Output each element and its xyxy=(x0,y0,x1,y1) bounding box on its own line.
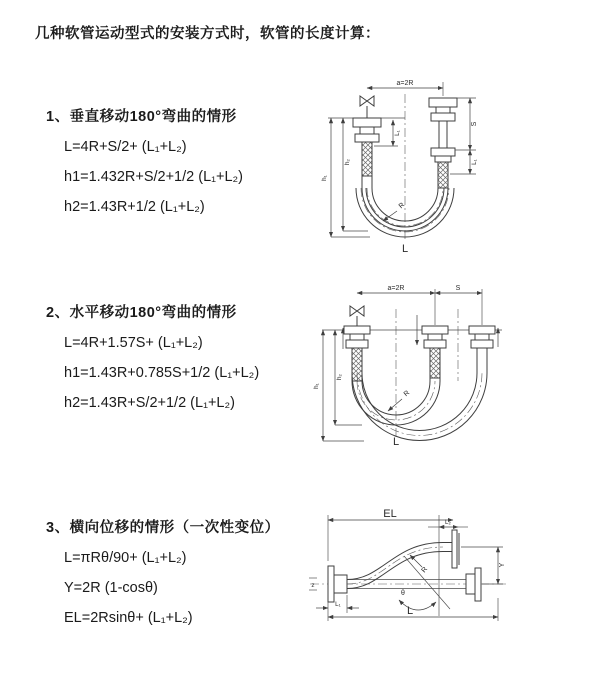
formula-line: h2=1.43R+1/2 (L₁+L₂) xyxy=(64,199,205,215)
braided-hose-section xyxy=(362,142,372,176)
formula-line: L=πRθ/90+ (L₁+L₂) xyxy=(64,550,187,566)
page-title: 几种软管运动型式的安装方式时，软管的长度计算： xyxy=(35,26,380,42)
radius-label: R xyxy=(402,389,412,399)
formula-line: h2=1.43R+S/2+1/2 (L₁+L₂) xyxy=(64,395,235,411)
radius-callout xyxy=(388,390,411,411)
dimension-s xyxy=(455,98,478,150)
radius-callout xyxy=(404,555,450,609)
dim-l2-label: L₂ xyxy=(445,519,451,526)
length-label: L xyxy=(406,605,414,617)
dim-s-label: S xyxy=(455,285,461,292)
dim-a2r-label: a=2R xyxy=(387,285,405,292)
left-hose-fitting xyxy=(344,326,370,348)
section-3-number: 3、 xyxy=(46,520,70,536)
displaced-pipe xyxy=(477,348,487,373)
dim-h-outer-label: h₁ xyxy=(313,383,320,389)
formula-line: Y=2R (1-cosθ) xyxy=(64,580,158,596)
length-label: L xyxy=(401,243,409,255)
section-1-title: 垂直移动180°弯曲的情形 xyxy=(69,109,237,125)
dim-l1-label: L₁ xyxy=(335,601,341,608)
dim-h-outer-label: h₁ xyxy=(321,175,328,181)
dim-h-inner-label: h₂ xyxy=(344,159,351,165)
formula-line: h1=1.432R+S/2+1/2 (L₁+L₂) xyxy=(64,169,244,185)
angle-theta xyxy=(399,590,436,610)
dim-el-label: EL xyxy=(383,508,397,520)
dimension-a2r xyxy=(357,285,435,293)
section-3-heading xyxy=(46,516,280,537)
centerline-mark-label: z xyxy=(311,582,315,589)
braided-hose-section xyxy=(438,162,448,188)
section-1-number: 1、 xyxy=(46,109,70,125)
dimension-a2r xyxy=(367,80,443,96)
braided-hose-section xyxy=(430,348,440,378)
dimension-l xyxy=(328,598,498,621)
formula-line: EL=2Rsinθ+ (L₁+L₂) xyxy=(64,610,193,626)
s-curve-hose xyxy=(347,543,443,589)
formula-line: h1=1.43R+0.785S+1/2 (L₁+L₂) xyxy=(64,365,260,381)
section-2-heading xyxy=(46,301,237,322)
diagram-horizontal-180-bend xyxy=(306,281,591,456)
middle-hose-fitting xyxy=(422,326,448,348)
section-3-formulas xyxy=(64,543,193,633)
right-hose-fitting xyxy=(469,326,495,348)
section-1-formulas xyxy=(64,132,243,222)
upper-flange xyxy=(443,530,459,568)
section-2-formulas xyxy=(64,328,259,418)
dim-s-label: S xyxy=(471,121,478,127)
diagram-vertical-180-bend xyxy=(308,70,573,265)
section-3-title: 横向位移的情形（一次性变位） xyxy=(69,520,280,536)
formula-line: L=4R+1.57S+ (L₁+L₂) xyxy=(64,335,203,351)
section-2-number: 2、 xyxy=(46,305,70,321)
dimension-s xyxy=(435,285,482,325)
u-bend-hose-position-2 xyxy=(352,373,487,440)
angle-theta-label: θ xyxy=(401,590,405,597)
diagram-lateral-displacement xyxy=(298,503,593,655)
dim-a2r-label: a=2R xyxy=(396,80,414,87)
dimension-el xyxy=(328,508,453,561)
formula-line: L=4R+S/2+ (L₁+L₂) xyxy=(64,139,187,155)
dim-l1-right-label: L₁ xyxy=(471,159,478,165)
dimension-l1 xyxy=(316,595,359,613)
section-2-title: 水平移动180°弯曲的情形 xyxy=(69,305,237,321)
right-hose-fitting xyxy=(429,98,457,162)
radius-label: R xyxy=(397,201,407,211)
valve-icon xyxy=(350,306,364,326)
dim-l1-left-label: L₁ xyxy=(394,130,401,136)
dim-y-label: Y xyxy=(499,562,506,568)
left-flange xyxy=(328,566,347,602)
section-1-heading xyxy=(46,105,237,126)
radius-callout xyxy=(383,202,406,221)
u-bend-hose-position-2 xyxy=(356,188,454,237)
lower-flange xyxy=(475,568,481,601)
dim-h-inner-label: h₂ xyxy=(336,374,343,380)
valve-icon xyxy=(360,96,374,118)
left-hose-fitting xyxy=(353,118,381,142)
length-label: L xyxy=(392,436,400,448)
radius-label: R xyxy=(420,565,430,575)
